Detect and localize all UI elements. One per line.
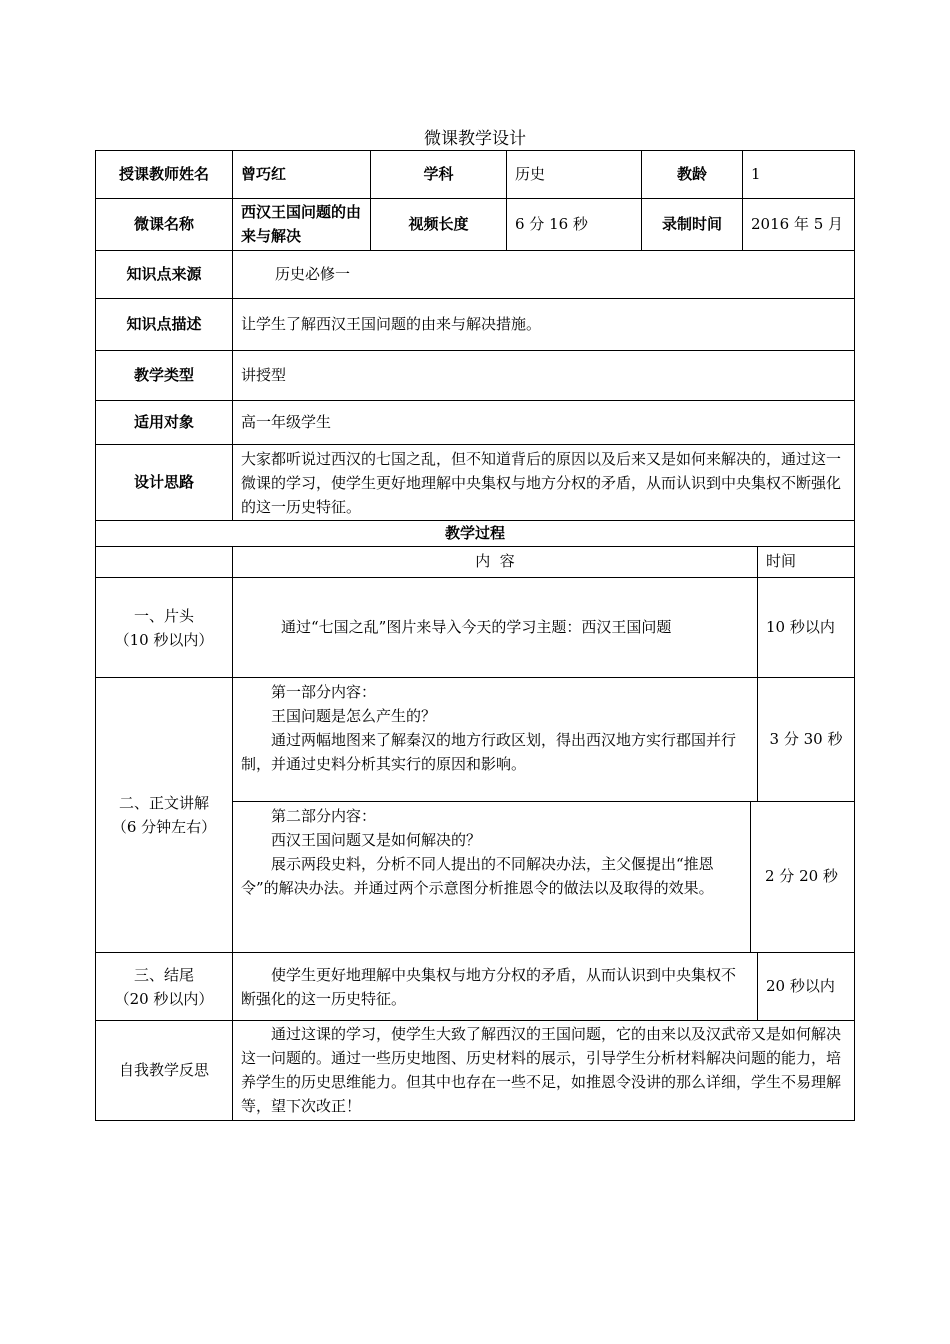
part1-detail: 通过两幅地图来了解秦汉的地方行政区划，得出西汉地方实行郡国并行制，并通过史料分析其实行的原因和影响。 bbox=[241, 731, 737, 773]
knowledge-description-label: 知识点描述 bbox=[126, 314, 202, 333]
design-idea-label: 设计思路 bbox=[133, 472, 194, 491]
teacher-name-label: 授课教师姓名 bbox=[118, 164, 209, 183]
record-time-value: 2016 年 5 月 bbox=[751, 214, 844, 233]
target-audience-label: 适用对象 bbox=[133, 412, 194, 431]
teaching-process-heading: 教学过程 bbox=[444, 523, 505, 542]
body-part1-content bbox=[233, 678, 757, 801]
reflection-label: 自我教学反思 bbox=[118, 1060, 209, 1079]
design-idea-value: 大家都听说过西汉的七国之乱，但不知道背后的原因以及后来又是如何来解决的，通过这一微课的学习，使学生更好地理解中央集权与地方分权的矛盾，从而认识到中央集权不断强化的这一历史特征。 bbox=[241, 450, 842, 516]
teaching-years-label: 教龄 bbox=[676, 164, 707, 183]
body-label-duration: （6 分钟左右） bbox=[111, 818, 217, 836]
teacher-name-value: 曾巧红 bbox=[241, 164, 287, 183]
body-part2-time: 2 分 20 秒 bbox=[765, 867, 838, 886]
intro-label-duration: （10 秒以内） bbox=[114, 630, 214, 649]
intro-content: 通过“七国之乱”图片来导入今天的学习主题：西汉王国问题 bbox=[281, 617, 672, 636]
teaching-type-label: 教学类型 bbox=[133, 365, 194, 384]
subject-value: 历史 bbox=[515, 164, 546, 183]
part2-heading: 第二部分内容： bbox=[271, 807, 377, 825]
part2-detail: 展示两段史料，分析不同人提出的不同解决办法，主父偃提出“推恩令”的解决办法。并通过两个示意图分析推恩令的做法以及取得的效果。 bbox=[241, 855, 714, 897]
intro-label bbox=[96, 578, 232, 677]
body-label-title: 二、正文讲解 bbox=[118, 794, 209, 812]
part1-heading: 第一部分内容： bbox=[271, 683, 377, 701]
content-header: 内 容 bbox=[475, 552, 515, 571]
ending-label-duration: （20 秒以内） bbox=[114, 989, 214, 1008]
record-time-label: 录制时间 bbox=[661, 214, 722, 233]
course-name-label: 微课名称 bbox=[133, 214, 194, 233]
body-part1-time: 3 分 30 秒 bbox=[769, 729, 843, 748]
body-label bbox=[96, 678, 232, 952]
reflection-content bbox=[233, 1021, 854, 1120]
ending-content bbox=[233, 953, 757, 1020]
target-audience-value: 高一年级学生 bbox=[241, 412, 332, 431]
ending-time: 20 秒以内 bbox=[766, 976, 835, 995]
page-title: 微课教学设计 bbox=[424, 129, 526, 149]
course-name-value: 西汉王国问题的由来与解决 bbox=[241, 203, 362, 245]
ending-label bbox=[96, 953, 232, 1020]
intro-time: 10 秒以内 bbox=[766, 617, 835, 636]
part2-question: 西汉王国问题又是如何解决的？ bbox=[271, 831, 482, 849]
subject-label: 学科 bbox=[423, 164, 454, 183]
ending-label-title: 三、结尾 bbox=[133, 965, 194, 984]
time-header: 时间 bbox=[766, 552, 797, 571]
video-length-value: 6 分 16 秒 bbox=[515, 214, 588, 233]
intro-label-title: 一、片头 bbox=[133, 606, 194, 625]
body-part2-content bbox=[233, 802, 750, 952]
part1-question: 王国问题是怎么产生的？ bbox=[271, 707, 437, 725]
knowledge-source-value: 历史必修一 bbox=[275, 264, 351, 283]
ending-text: 使学生更好地理解中央集权与地方分权的矛盾，从而认识到中央集权不断强化的这一历史特征。 bbox=[241, 966, 737, 1008]
video-length-label: 视频长度 bbox=[408, 214, 469, 233]
knowledge-description-value: 让学生了解西汉王国问题的由来与解决措施。 bbox=[241, 314, 542, 333]
teaching-years-value: 1 bbox=[751, 164, 761, 183]
teaching-type-value: 讲授型 bbox=[241, 365, 287, 384]
knowledge-source-label: 知识点来源 bbox=[126, 264, 202, 283]
reflection-text: 通过这课的学习，使学生大致了解西汉的王国问题，它的由来以及汉武帝又是如何解决这一问题的。通过一些历史地图、历史材料的展示，引导学生分析材料解决问题的能力，培养学生的历史思维能力。但其中也存在一些不足，如推恩令没讲的那么详细，学生不易理解等，望下次改正！ bbox=[241, 1025, 842, 1115]
